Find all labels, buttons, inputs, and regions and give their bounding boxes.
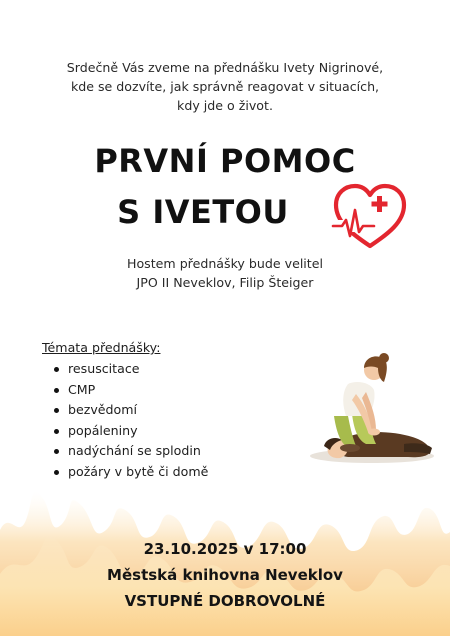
intro-line-2: kde se dozvíte, jak správně reagovat v situacích, bbox=[70, 79, 380, 94]
title-line-2: S IVETOU bbox=[117, 193, 289, 231]
list-item: bezvědomí bbox=[54, 400, 208, 421]
intro-line-3: kdy jde o život. bbox=[177, 98, 273, 113]
title-line-1: PRVNÍ POMOC bbox=[94, 142, 356, 180]
cpr-illustration bbox=[300, 344, 440, 474]
host-line-2: JPO II Neveklov, Filip Šteiger bbox=[136, 275, 314, 290]
host-line-1: Hostem přednášky bude velitel bbox=[127, 256, 323, 271]
list-item: nadýchání se splodin bbox=[54, 441, 208, 462]
heart-ecg-cross-icon bbox=[330, 182, 410, 252]
topics-list bbox=[54, 359, 208, 483]
intro-text bbox=[0, 58, 450, 115]
bullet-icon bbox=[54, 429, 59, 434]
intro-line-1: Srdečně Vás zveme na přednášku Ivety Nigrinové, bbox=[66, 60, 384, 75]
bullet-icon bbox=[54, 408, 59, 413]
bullet-icon bbox=[54, 449, 59, 454]
topics-heading: Témata přednášky: bbox=[42, 340, 161, 355]
host-text bbox=[0, 254, 450, 292]
bullet-icon bbox=[54, 388, 59, 393]
list-item: popáleniny bbox=[54, 421, 208, 442]
list-item: resuscitace bbox=[54, 359, 208, 380]
event-entry: VSTUPNÉ DOBROVOLNÉ bbox=[124, 592, 326, 610]
list-item: CMP bbox=[54, 380, 208, 401]
list-item: požáry v bytě či domě bbox=[54, 462, 208, 483]
event-datetime: 23.10.2025 v 17:00 bbox=[143, 540, 307, 558]
bullet-icon bbox=[54, 367, 59, 372]
event-place: Městská knihovna Neveklov bbox=[107, 566, 343, 584]
